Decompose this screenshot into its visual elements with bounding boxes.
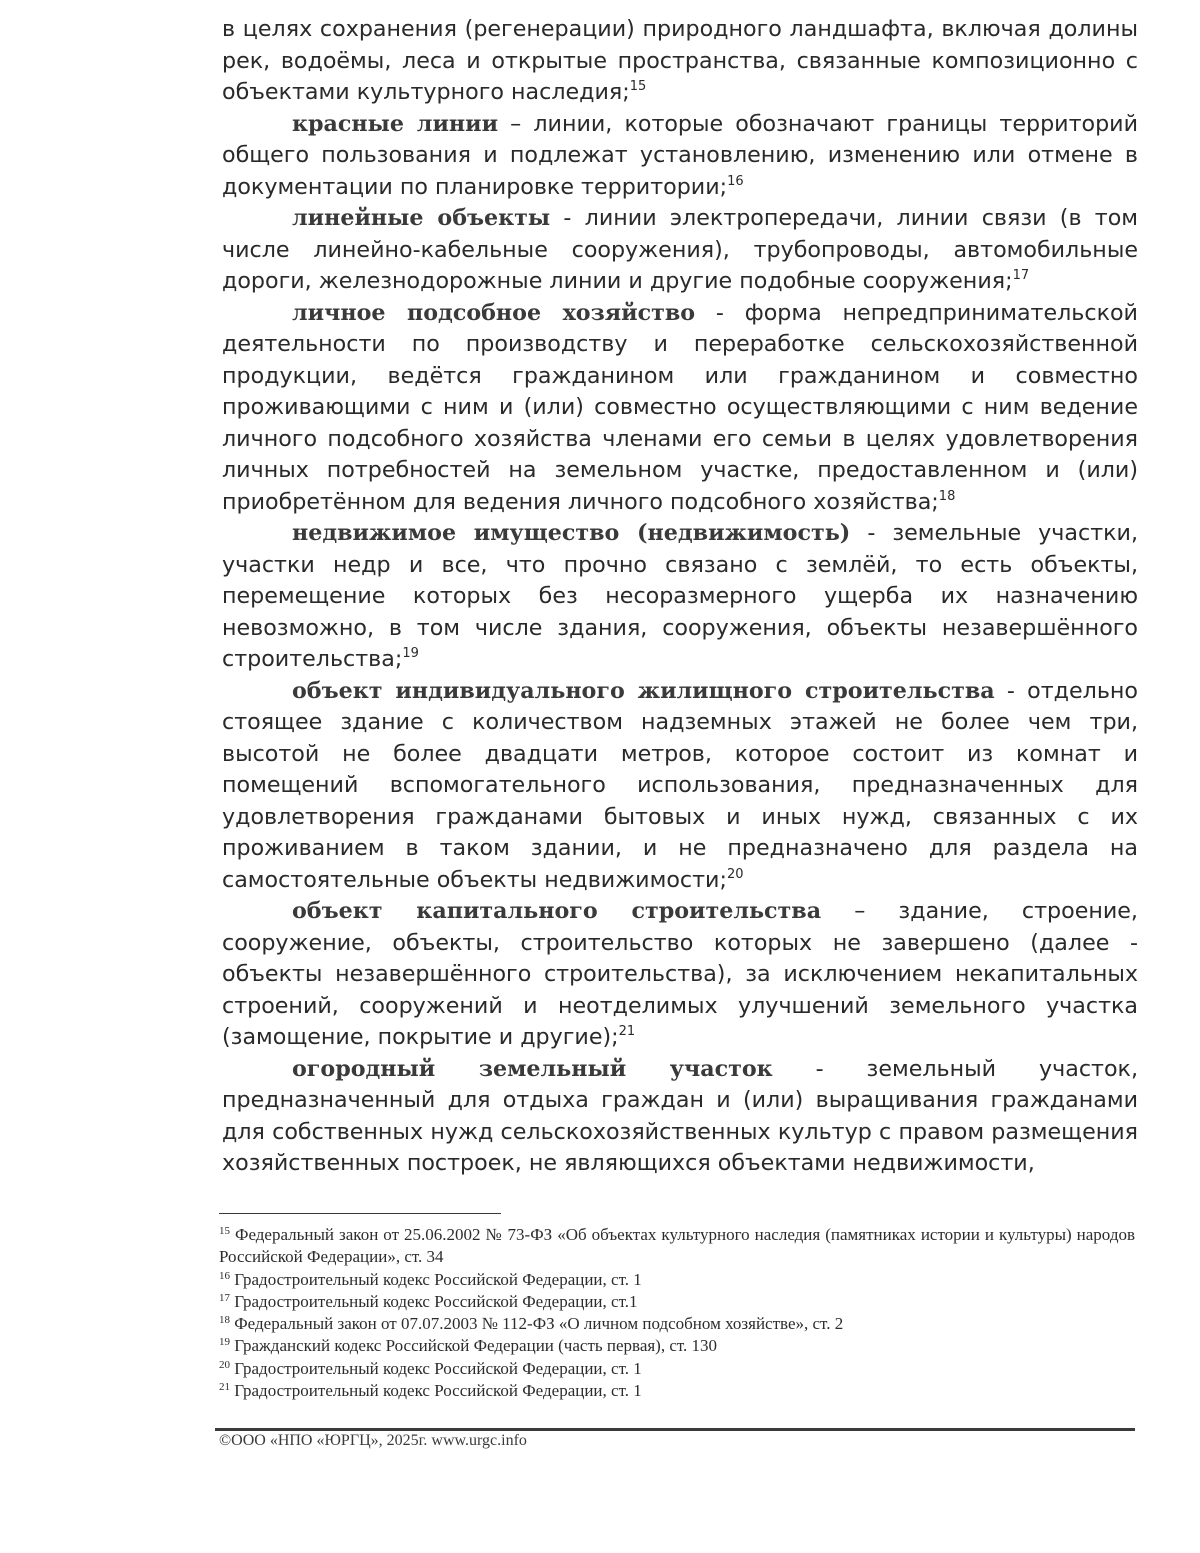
footnote-separator <box>219 1213 501 1214</box>
footnote-text: Гражданский кодекс Российской Федерации (часть первая), ст. 130 <box>230 1336 718 1356</box>
intro-paragraph <box>222 14 1138 109</box>
footnote-text: Градостроительный кодекс Российской Федерации, ст. 1 <box>230 1358 642 1378</box>
footnote-text: Градостроительный кодекс Российской Федерации, ст. 1 <box>230 1381 642 1401</box>
definition-paragraph <box>222 518 1138 676</box>
footnote <box>219 1269 1135 1291</box>
footnote <box>219 1380 1135 1402</box>
footer-copyright: ©ООО «НПО «ЮРГЦ», 2025г. www.urgc.info <box>219 1432 527 1449</box>
footnote-number: 17 <box>219 1291 230 1304</box>
intro-text: в целях сохранения (регенерации) природного ландшафта, включая долины рек, водоёмы, леса и открытые пространства, связанные композиционно с объектами культурного наследия; <box>222 16 1138 105</box>
definition-term: объект индивидуального жилищного строительства <box>292 677 995 704</box>
footnote-ref: 17 <box>1012 268 1030 283</box>
definition-paragraph <box>222 203 1138 298</box>
footnote-ref: 16 <box>727 173 744 189</box>
footnote <box>219 1224 1135 1269</box>
footnote-text: Градостроительный кодекс Российской Федерации, ст.1 <box>230 1291 638 1311</box>
definition-paragraph <box>222 109 1138 204</box>
footnote-number: 20 <box>219 1358 230 1371</box>
definition-text: - земельные участки, участки недр и все, что прочно связано с землёй, то есть объекты, перемещение которых без несоразмерного ущерба их назначению невозможно, в том числе здания, сооружения, объекты незавершённого строительства; <box>222 520 1138 672</box>
footnote-ref: 21 <box>618 1024 636 1039</box>
definition-term: огородный земельный участок <box>292 1055 773 1082</box>
footnote-text: Федеральный закон от 25.06.2002 № 73-ФЗ «Об объектах культурного наследия (памятниках истории и культуры) народов Российской Федерации», ст. 34 <box>219 1225 1135 1267</box>
footnote-ref: 19 <box>402 646 419 661</box>
footnote-ref: 18 <box>938 488 956 504</box>
definition-text: - земельный участок, предназначенный для отдыха граждан и (или) выращивания гражданами для собственных нужд сельскохозяйственных культур с правом размещения хозяйственных построек, не являющихся объектами недвижимости, <box>222 1055 1138 1176</box>
footnote <box>219 1335 1135 1357</box>
definition-term: красные линии <box>292 110 499 137</box>
definition-text: – здание, строение, сооружение, объекты, строительство которых не завершено (далее - объекты незавершённого строительства), за исключением некапитальных строений, сооружений и неотделимых улучшений земельного участка (замощение, покрытие и другие); <box>222 898 1138 1050</box>
footnote-number: 16 <box>219 1269 230 1282</box>
footnote <box>219 1291 1135 1313</box>
footer-rule <box>215 1428 1135 1431</box>
definition-text: - форма непредпринимательской деятельности по производству и переработке сельскохозяйственной продукции, ведётся гражданином или гражданином и совместно проживающими с ним и (или) совместно осуществляющими с ним ведение личного подсобного хозяйства членами его семьи в целях удовлетворения личных потребностей на земельном участке, предоставленном и (или) приобретённом для ведения личного подсобного хозяйства; <box>222 299 1138 515</box>
footnote-ref: 20 <box>726 866 744 882</box>
footnote-number: 15 <box>219 1225 230 1237</box>
definition-term: личное подсобное хозяйство <box>292 299 696 326</box>
definition-text: – линии, которые обозначают границы территорий общего пользования и подлежат установлению, изменению или отмене в документации по планировке территории; <box>222 110 1139 200</box>
main-text <box>222 14 1138 1180</box>
footnotes <box>219 1224 1135 1402</box>
footnote <box>219 1313 1135 1335</box>
definition-term: объект капитального строительства <box>292 898 822 924</box>
footnote-text: Федеральный закон от 07.07.2003 № 112-ФЗ «О личном подсобном хозяйстве», ст. 2 <box>230 1314 844 1334</box>
footnote-text: Градостроительный кодекс Российской Федерации, ст. 1 <box>230 1269 642 1289</box>
footnote-number: 18 <box>219 1314 230 1327</box>
definition-paragraph <box>222 298 1138 519</box>
definition-text: - линии электропередачи, линии связи (в том числе линейно-кабельные сооружения), трубопроводы, автомобильные дороги, железнодорожные линии и другие подобные сооружения; <box>222 205 1139 294</box>
footnote-ref: 15 <box>629 79 647 94</box>
definition-paragraph <box>222 1054 1138 1180</box>
definition-paragraph <box>222 896 1138 1054</box>
footnote-number: 19 <box>219 1336 230 1349</box>
definition-text: - отдельно стоящее здание с количеством надземных этажей не более чем три, высотой не более двадцати метров, которое состоит из комнат и помещений вспомогательного использования, предназначенных для удовлетворения гражданами бытовых и иных нужд, связанных с их проживанием в таком здании, и не предназначено для раздела на самостоятельные объекты недвижимости; <box>222 677 1138 893</box>
definition-term: линейные объекты <box>292 205 551 231</box>
definition-paragraph <box>222 676 1138 897</box>
footnote-number: 21 <box>219 1381 230 1394</box>
footnote <box>219 1358 1135 1380</box>
definition-term: недвижимое имущество (недвижимость) <box>292 520 851 546</box>
